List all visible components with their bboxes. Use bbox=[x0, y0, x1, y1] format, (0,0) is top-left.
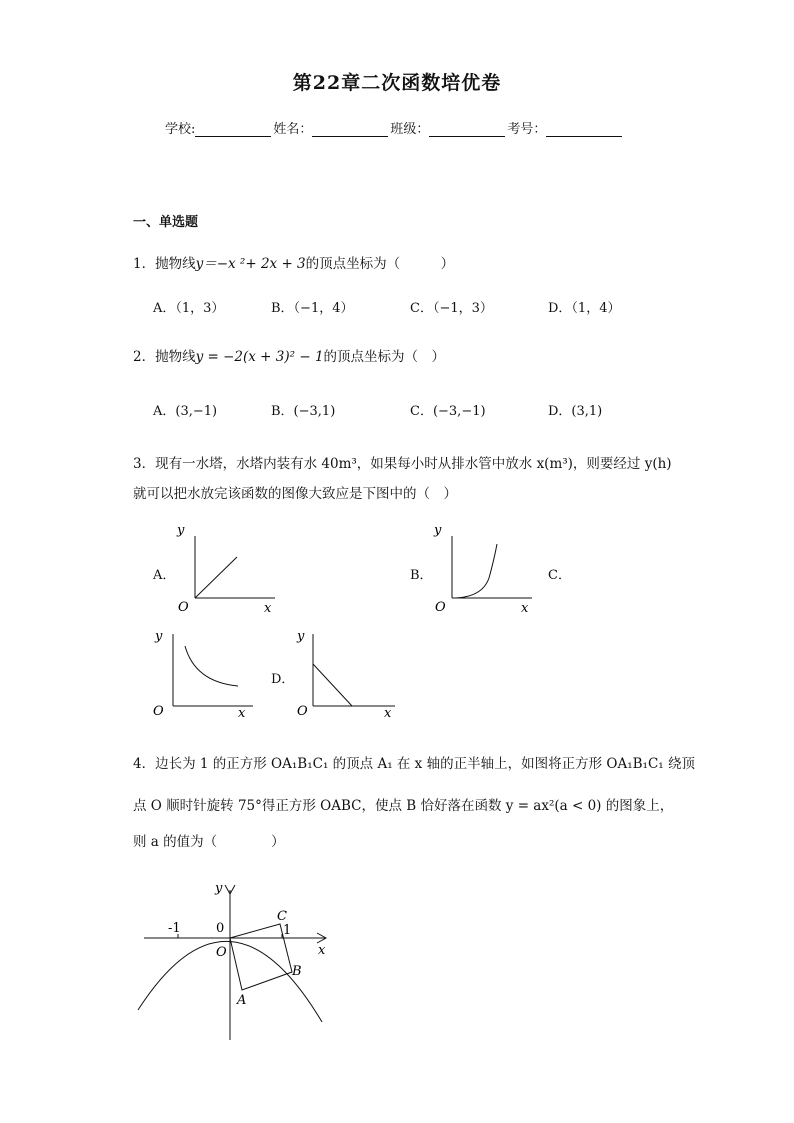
fig-label-zero: 0 bbox=[216, 921, 225, 936]
school-blank[interactable] bbox=[195, 122, 271, 137]
graph-a-line bbox=[195, 557, 237, 598]
q3-line2: 就可以把水放完该函数的图像大致应是下图中的（ ） bbox=[133, 486, 457, 502]
question-1 bbox=[133, 252, 454, 272]
q3-line1: 现有一水塔，水塔内装有水 40m³，如果每小时从排水管中放水 x(m³)，则要经过 y(h) bbox=[155, 456, 672, 472]
fig-label-y: y bbox=[215, 881, 223, 896]
q1-option-b[interactable]: B．（−1，4） bbox=[271, 301, 354, 316]
q3-option-b-label[interactable]: B． bbox=[410, 568, 433, 583]
q2-option-d[interactable]: D．(3,1) bbox=[548, 404, 603, 419]
q2-formula: y = −2(x + 3)² − 1 bbox=[195, 349, 324, 365]
graph-d-y-label: y bbox=[297, 629, 305, 644]
q1-option-c[interactable]: C．（−1，3） bbox=[410, 301, 493, 316]
class-blank[interactable] bbox=[429, 122, 505, 137]
graph-c-y-label: y bbox=[155, 629, 163, 644]
student-info-line bbox=[165, 118, 624, 137]
q3-option-c-label[interactable]: C． bbox=[548, 568, 571, 583]
q1-suffix: 的顶点坐标为（ ） bbox=[305, 256, 455, 272]
fig-label-a: A bbox=[237, 993, 247, 1008]
q4-line2: 点 O 顺时针旋转 75°得正方形 OABC，使点 B 恰好落在函数 y = ax²(a < 0) 的图象上， bbox=[133, 798, 674, 814]
q4-number: 4． bbox=[133, 756, 156, 772]
page-title: 第22章二次函数培优卷 bbox=[292, 72, 502, 94]
graph-b-curve bbox=[452, 544, 497, 598]
q2-option-c[interactable]: C．(−3,−1) bbox=[410, 404, 486, 419]
graph-d-origin: O bbox=[297, 704, 308, 719]
q4-line1: 边长为 1 的正方形 OA₁B₁C₁ 的顶点 A₁ 在 x 轴的正半轴上，如图将正方形 OA₁B₁C₁ 绕顶 bbox=[155, 756, 695, 772]
q3-graph-a bbox=[170, 518, 290, 616]
graph-d-x-label: x bbox=[384, 706, 392, 721]
q1-option-a[interactable]: A．（1，3） bbox=[153, 301, 225, 316]
q4-line3: 则 a 的值为（ ） bbox=[133, 834, 285, 850]
graph-a-x-label: x bbox=[264, 601, 272, 616]
name-blank[interactable] bbox=[312, 122, 388, 137]
fig-label-x: x bbox=[318, 943, 326, 958]
q2-number: 2． bbox=[133, 349, 156, 365]
graph-c-curve bbox=[185, 646, 238, 686]
graph-b-origin: O bbox=[435, 600, 446, 615]
q3-graph-b bbox=[427, 518, 547, 616]
fig-label-c: C bbox=[277, 909, 287, 924]
fig-label-b: B bbox=[292, 964, 302, 979]
q1-formula: y＝−x ²+ 2x + 3 bbox=[195, 256, 306, 272]
question-4-line-1 bbox=[133, 752, 695, 772]
q3-number: 3． bbox=[133, 456, 156, 472]
graph-a-y-label: y bbox=[177, 523, 185, 538]
q2-option-b[interactable]: B．(−3,1) bbox=[271, 404, 336, 419]
name-label: 姓名： bbox=[273, 122, 313, 137]
q3-graph-d bbox=[290, 626, 410, 724]
graph-b-y-label: y bbox=[434, 523, 442, 538]
number-label: 考号： bbox=[507, 122, 547, 137]
graph-d-line bbox=[313, 664, 352, 706]
school-label: 学校: bbox=[165, 122, 196, 137]
class-label: 班级： bbox=[390, 122, 430, 137]
q3-option-d-label[interactable]: D． bbox=[271, 672, 295, 687]
q2-suffix: 的顶点坐标为（ ） bbox=[323, 349, 446, 365]
graph-c-x-label: x bbox=[238, 706, 246, 721]
q1-prefix: 抛物线 bbox=[155, 256, 196, 272]
q4-figure bbox=[130, 872, 340, 1044]
question-3-line-1 bbox=[133, 452, 672, 472]
fig-label-o: O bbox=[216, 945, 227, 960]
fig-label-one: 1 bbox=[283, 923, 292, 938]
section-title: 一、单选题 bbox=[133, 215, 199, 230]
q1-number: 1． bbox=[133, 256, 156, 272]
question-2 bbox=[133, 345, 445, 365]
q3-graph-c bbox=[148, 626, 268, 724]
q2-prefix: 抛物线 bbox=[155, 349, 196, 365]
q2-option-a[interactable]: A．(3,−1) bbox=[153, 404, 218, 419]
number-blank[interactable] bbox=[546, 122, 622, 137]
q1-option-d[interactable]: D．（1，4） bbox=[548, 301, 621, 316]
graph-a-origin: O bbox=[178, 600, 189, 615]
graph-c-origin: O bbox=[153, 704, 164, 719]
graph-b-x-label: x bbox=[521, 601, 529, 616]
fig-label-neg1: -1 bbox=[168, 921, 181, 936]
q3-option-a-label[interactable]: A． bbox=[153, 568, 176, 583]
